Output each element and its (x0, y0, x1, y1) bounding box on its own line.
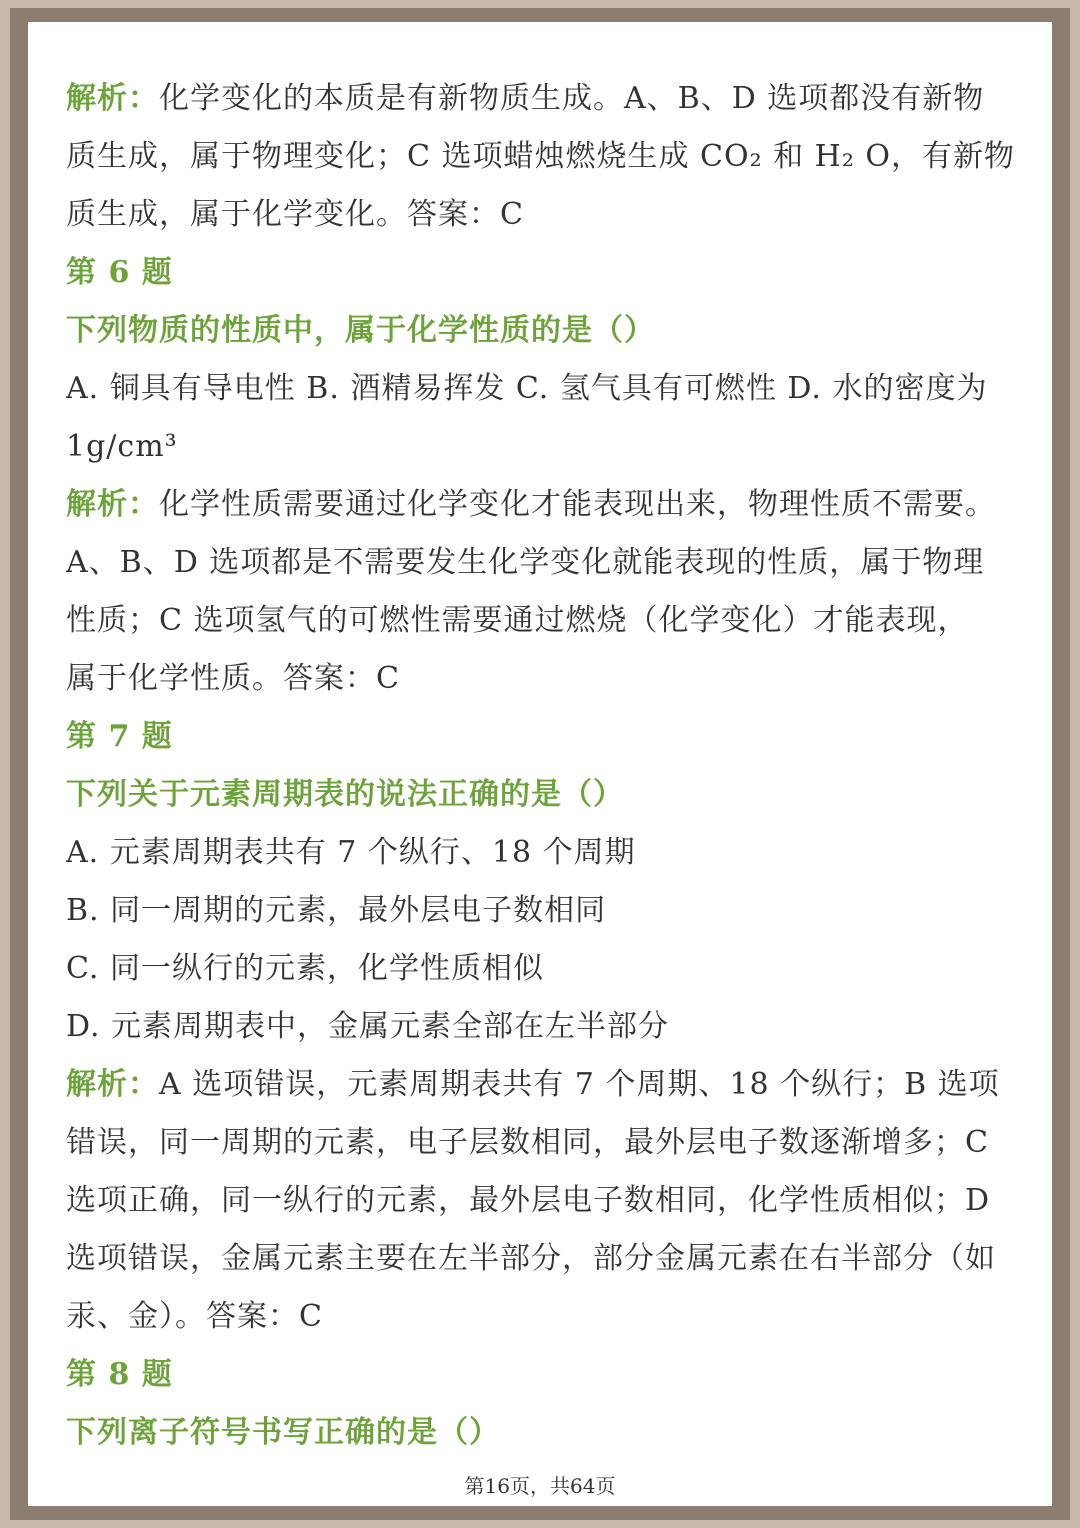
q7-option-d: D. 元素周期表中，金属元素全部在左半部分 (66, 1009, 670, 1044)
q7-option-c: C. 同一纵行的元素，化学性质相似 (66, 951, 544, 986)
q6-analysis-line-2: A、B、D 选项都是不需要发生化学变化就能表现的性质，属于物理 (66, 545, 985, 580)
q7-analysis-text-1: A 选项错误，元素周期表共有 7 个周期、18 个纵行；B 选项 (159, 1067, 1000, 1102)
q6-analysis-line-1 (66, 476, 1026, 534)
q7-analysis-line-2: 错误，同一周期的元素，电子层数相同，最外层电子数逐渐增多；C (66, 1125, 989, 1160)
q6-options-line-1: A. 铜具有导电性 B. 酒精易挥发 C. 氢气具有可燃性 D. 水的密度为 (66, 371, 988, 406)
q7-option-b: B. 同一周期的元素，最外层电子数相同 (66, 893, 607, 928)
q6-options-line-2: 1g/cm³ (66, 429, 178, 464)
q8-number: 第 8 题 (66, 1357, 173, 1392)
document-content (66, 70, 1026, 1462)
q7-option-a: A. 元素周期表共有 7 个纵行、18 个周期 (66, 835, 636, 870)
q6-number: 第 6 题 (66, 255, 173, 290)
document-page (28, 22, 1052, 1506)
q5-analysis-text-1: 化学变化的本质是有新物质生成。A、B、D 选项都没有新物 (159, 81, 985, 116)
q5-analysis-line-3: 质生成，属于化学变化。答案：C (66, 197, 524, 232)
q6-stem: 下列物质的性质中，属于化学性质的是（） (66, 313, 655, 348)
q7-analysis-line-3: 选项正确，同一纵行的元素，最外层电子数相同，化学性质相似；D (66, 1183, 991, 1218)
q6-analysis-label: 解析： (66, 487, 159, 522)
q8-stem: 下列离子符号书写正确的是（） (66, 1415, 500, 1450)
q6-analysis-text-1: 化学性质需要通过化学变化才能表现出来，物理性质不需要。 (159, 487, 996, 522)
q5-analysis-label: 解析： (66, 81, 159, 116)
q7-analysis-label: 解析： (66, 1067, 159, 1102)
q7-number: 第 7 题 (66, 719, 173, 754)
q7-analysis-line-5: 汞、金）。答案：C (66, 1299, 323, 1334)
q5-analysis-line-2: 质生成，属于物理变化；C 选项蜡烛燃烧生成 CO₂ 和 H₂ O，有新物 (66, 139, 1015, 174)
q7-stem: 下列关于元素周期表的说法正确的是（） (66, 777, 624, 812)
page-footer: 第16页，共64页 (464, 1474, 616, 1498)
q5-analysis-line-1 (66, 70, 1026, 128)
q6-analysis-line-3: 性质；C 选项氢气的可燃性需要通过燃烧（化学变化）才能表现， (66, 603, 969, 638)
q6-analysis-line-4: 属于化学性质。答案：C (66, 661, 400, 696)
q7-analysis-line-4: 选项错误，金属元素主要在左半部分，部分金属元素在右半部分（如 (66, 1241, 996, 1276)
q7-analysis-line-1 (66, 1056, 1026, 1114)
